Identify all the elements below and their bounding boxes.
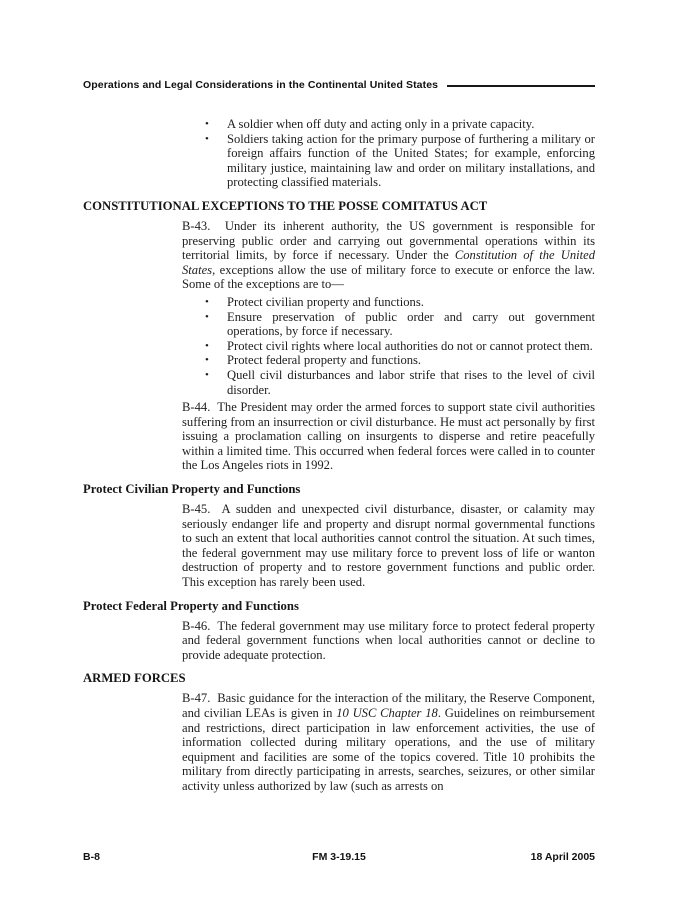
list-item — [83, 353, 595, 368]
paragraph-text: B-43. Under its inherent authority, the US government is responsible for preserving public order and carrying out governmental operations within its territorial limits, by force if necessary. Under the — [182, 218, 595, 263]
list-item-text: Protect civilian property and functions. — [227, 294, 424, 309]
bullet-icon: • — [205, 295, 209, 308]
section-heading-protect-civilian-property: Protect Civilian Property and Functions — [83, 482, 301, 497]
list-item — [83, 295, 595, 310]
page-footer — [83, 851, 595, 863]
list-item-text: Quell civil disturbances and labor strife that rises to the level of civil disorder. — [227, 367, 595, 397]
paragraph-text: , exceptions allow the use of military force to execute or enforce the law. Some of the exceptions are to— — [182, 262, 595, 292]
bullet-icon: • — [205, 368, 209, 381]
bullet-icon: • — [205, 310, 209, 323]
list-item — [83, 339, 595, 354]
intro-bullet-list — [83, 117, 595, 190]
paragraph-b45: B-45. A sudden and unexpected civil disturbance, disaster, or calamity may seriously endanger life and property and disrupt normal governmental functions to such an extent that local authorities cannot control the situation. At such times, the federal government may use military force to prevent loss of life or wanton destruction of property and to restore government functions and public order. This exception has rarely been used. — [182, 502, 595, 590]
page-header — [83, 79, 595, 91]
list-item — [83, 310, 595, 339]
page-number: B-8 — [83, 851, 100, 863]
document-id: FM 3-19.15 — [312, 851, 366, 863]
running-header-title: Operations and Legal Considerations in the Continental United States — [83, 79, 439, 91]
list-item-text: Protect civil rights where local authorities do not or cannot protect them. — [227, 338, 593, 353]
list-item-text: Protect federal property and functions. — [227, 353, 422, 368]
section-heading-armed-forces: ARMED FORCES — [83, 671, 186, 686]
paragraph-b47 — [182, 691, 595, 793]
list-item-text: A soldier when off duty and acting only in a private capacity. — [227, 117, 535, 131]
exceptions-bullet-list — [83, 295, 595, 397]
list-item — [83, 368, 595, 397]
page-body — [83, 114, 595, 797]
bullet-icon: • — [205, 354, 209, 367]
section-heading-protect-federal-property: Protect Federal Property and Functions — [83, 598, 299, 613]
bullet-icon: • — [205, 339, 209, 352]
publication-date: 18 April 2005 — [530, 851, 596, 863]
list-item-text: Ensure preservation of public order and carry out government operations, by force if necessary. — [227, 309, 595, 339]
list-item — [83, 132, 595, 190]
italic-citation: 10 USC Chapter 18 — [336, 706, 438, 720]
paragraph-b46: B-46. The federal government may use military force to protect federal property and federal government functions when local authorities cannot or decline to provide adequate protection. — [182, 618, 595, 662]
section-heading-posse-comitatus-exceptions: CONSTITUTIONAL EXCEPTIONS TO THE POSSE COMITATUS ACT — [83, 198, 488, 213]
bullet-icon: • — [205, 132, 209, 145]
list-item — [83, 117, 595, 132]
paragraph-b44: B-44. The President may order the armed forces to support state civil authorities suffering from an insurrection or civil disturbance. He must act personally by first issuing a proclamation calling on insurgents to disperse and retire peacefully within a limited time. This occurred when federal forces were called in to counter the Los Angeles riots in 1992. — [182, 400, 595, 473]
paragraph-b43 — [182, 219, 595, 292]
header-rule — [447, 85, 595, 87]
paragraph-text: . Guidelines on reimbursement and restrictions, direct participation in law enforcement activities, the use of information collected during military operations, and the use of military equipment and facilities are some of the topics covered. Title 10 prohibits the military from directly participating in arrests, searches, seizures, or other similar activity unless authorized by law (such as arrests on — [182, 706, 595, 793]
bullet-icon: • — [205, 118, 209, 130]
paragraph-text: B-47. Basic guidance for the interaction of the military, the Reserve Component, and civilian LEAs is given in — [182, 691, 595, 720]
italic-citation: Constitution of the United States — [182, 248, 595, 277]
list-item-text: Soldiers taking action for the primary purpose of furthering a military or foreign affairs function of the United States; for example, enforcing military justice, maintaining law and order on military installations, and protecting classified materials. — [227, 131, 595, 190]
